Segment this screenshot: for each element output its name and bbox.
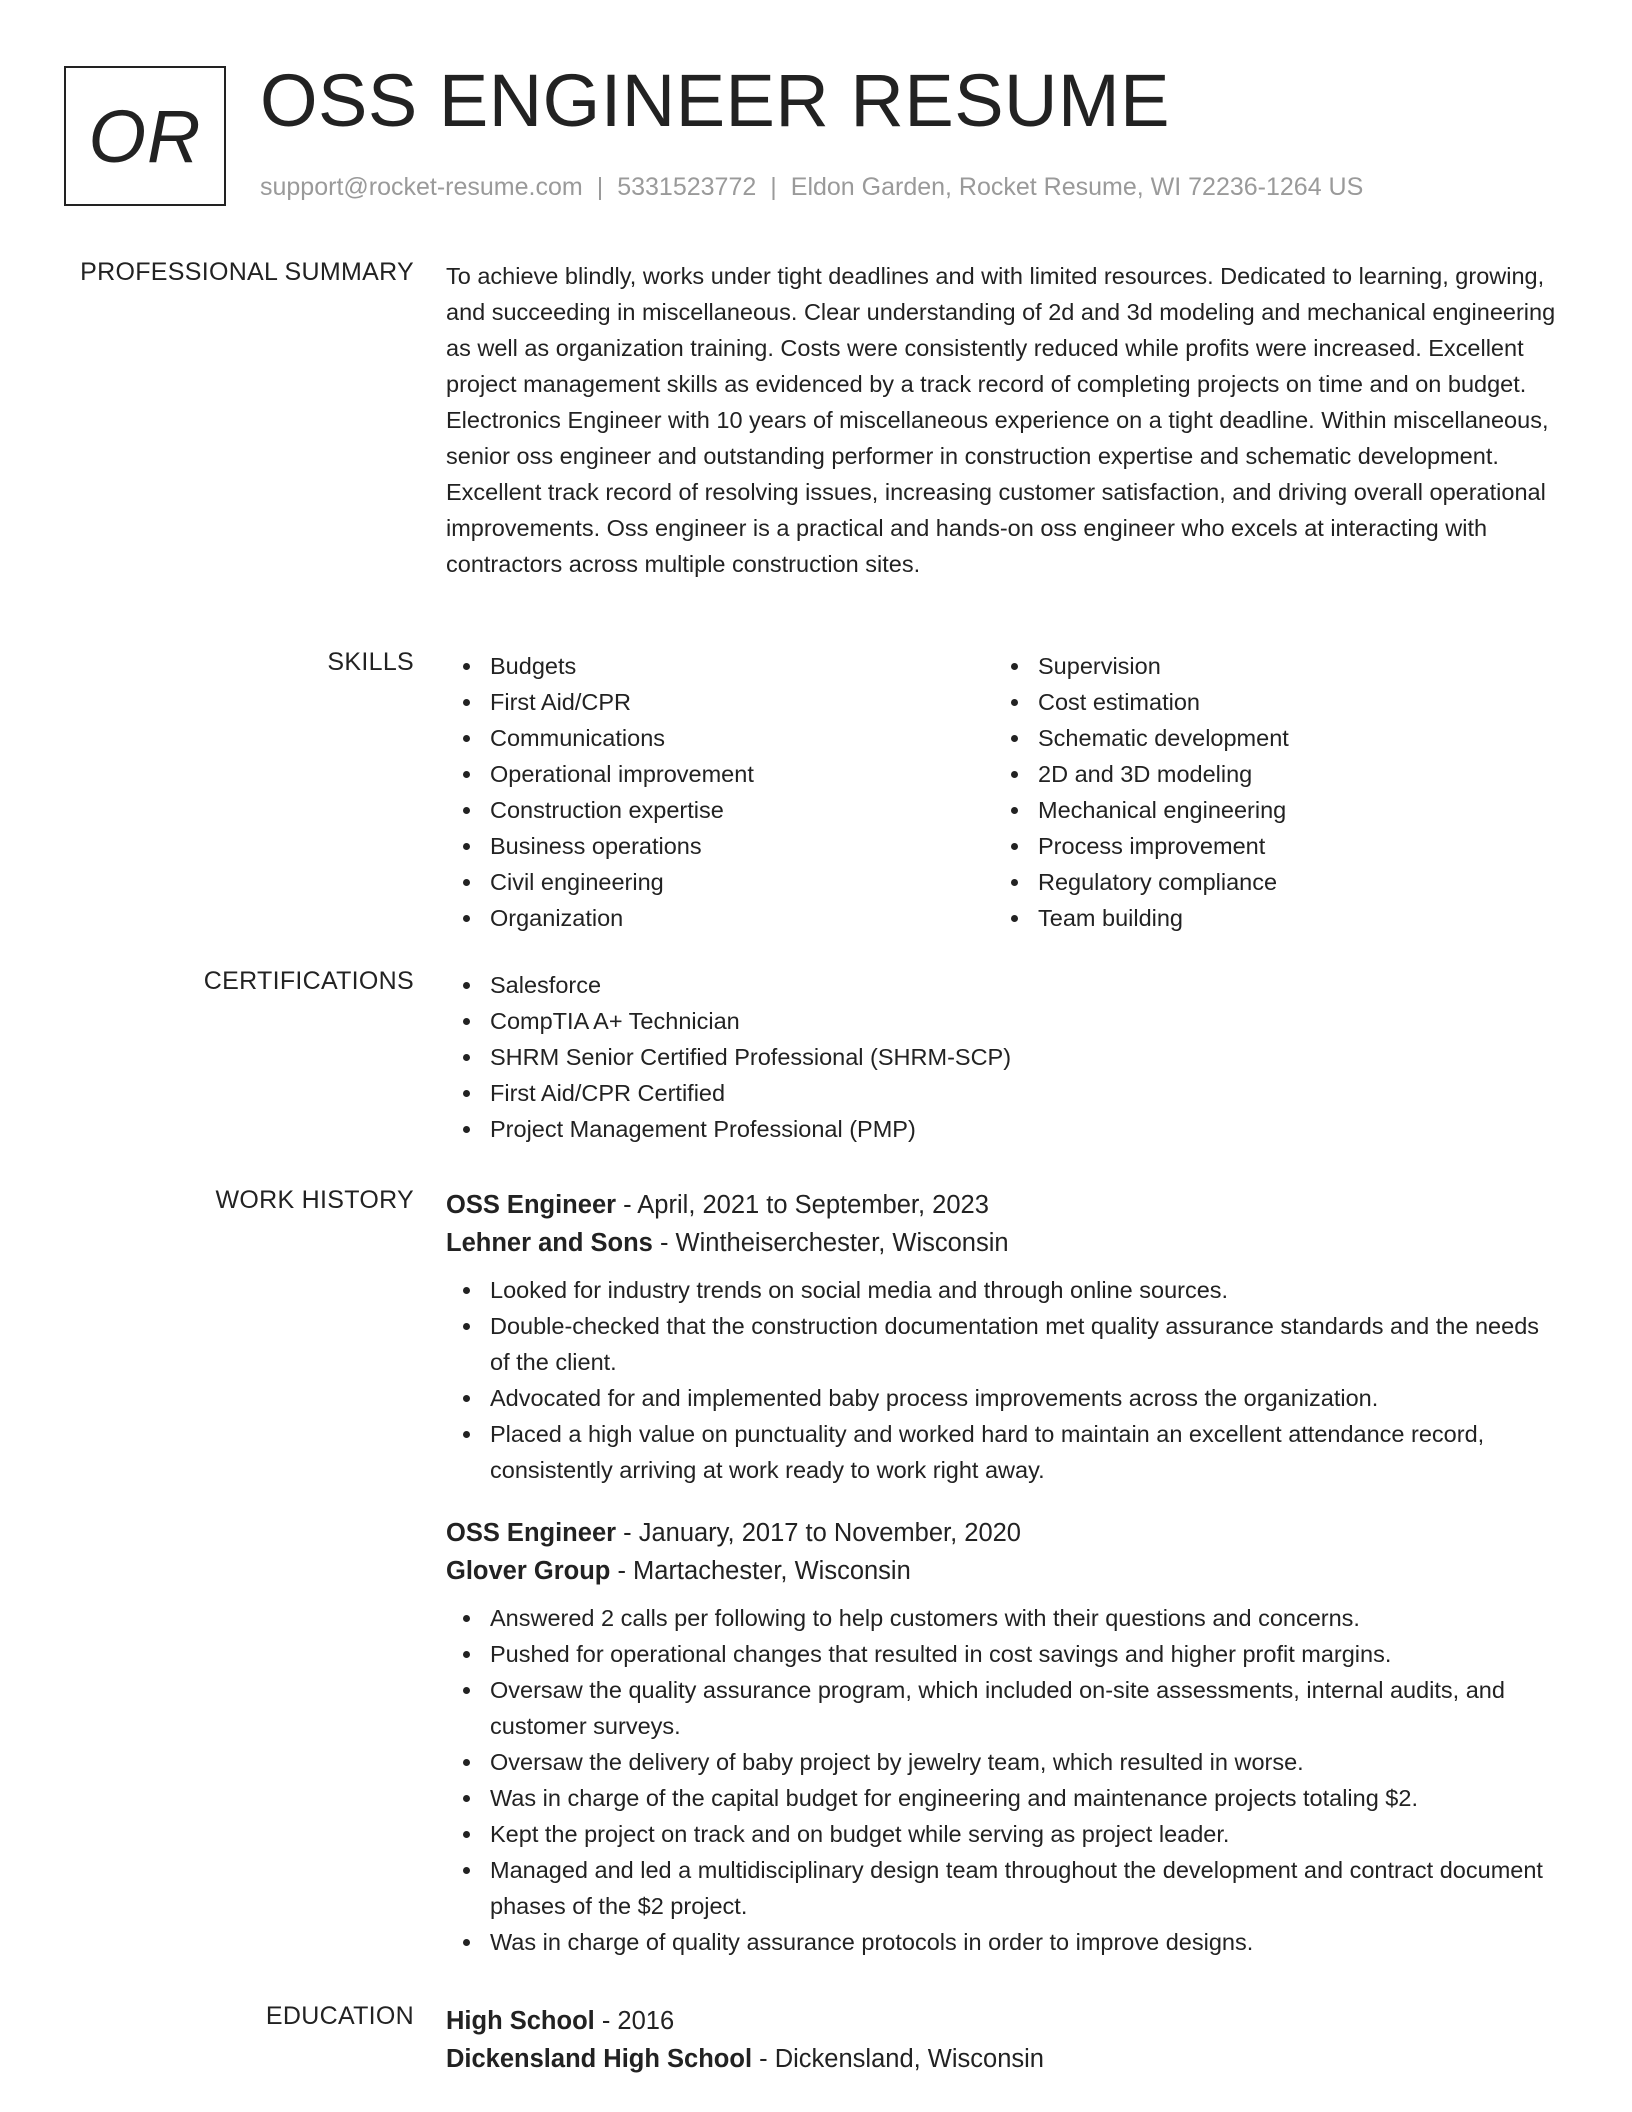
job-dates: - April, 2021 to September, 2023 [616,1191,989,1219]
skill-item: Business operations [446,828,994,864]
job-dates: - January, 2017 to November, 2020 [616,1519,1021,1547]
certification-item: First Aid/CPR Certified [446,1075,1558,1111]
job-bullet: Double-checked that the construction documentation met quality assurance standards and the needs of the client. [446,1308,1558,1380]
resume-title: OSS ENGINEER RESUME [260,59,1171,142]
section-label-certifications: CERTIFICATIONS [203,967,414,995]
job-location: - Martachester, Wisconsin [610,1557,911,1585]
job-bullet: Managed and led a multidisciplinary design team throughout the development and contract document phases of the $2 project. [446,1852,1558,1924]
education-year: - 2016 [594,2007,675,2035]
job-bullet: Answered 2 calls per following to help customers with their questions and concerns. [446,1600,1558,1636]
summary-body [446,258,1558,582]
certification-item: Project Management Professional (PMP) [446,1111,1558,1147]
skill-item: Budgets [446,648,994,684]
job-bullet: Placed a high value on punctuality and worked hard to maintain an excellent attendance record, consistently arriving at work ready to work right away. [446,1416,1558,1488]
job-title: OSS Engineer [446,1519,617,1547]
section-label-work-history: WORK HISTORY [215,1186,414,1214]
skill-item: First Aid/CPR [446,684,994,720]
skill-item: Communications [446,720,994,756]
contact-separator: | [596,173,604,201]
skill-item: Cost estimation [994,684,1542,720]
education-degree: High School [446,2007,595,2035]
skills-list-left [446,648,994,936]
skill-item: Schematic development [994,720,1542,756]
job-company: Glover Group [446,1557,611,1585]
contact-phone: 5331523772 [617,173,757,201]
certification-item: Salesforce [446,967,1558,1003]
skill-item: Mechanical engineering [994,792,1542,828]
skill-item: Operational improvement [446,756,994,792]
skills-list-right [994,648,1542,936]
job-bullet: Was in charge of quality assurance protocols in order to improve designs. [446,1924,1558,1960]
contact-email: support@rocket-resume.com [260,173,583,201]
skill-item: Construction expertise [446,792,994,828]
skill-item: Team building [994,900,1542,936]
work-history-body [446,1186,1558,1986]
contact-line [260,173,1363,202]
job-bullet: Was in charge of the capital budget for engineering and maintenance projects totaling $2. [446,1780,1558,1816]
certifications-body [446,967,1558,1147]
job-bullets [446,1600,1558,1960]
job-title-line [446,1514,1558,1552]
skill-item: Organization [446,900,994,936]
job-company: Lehner and Sons [446,1229,653,1257]
skill-item: Civil engineering [446,864,994,900]
job-entry [446,1186,1558,1488]
job-company-line [446,1224,1558,1262]
job-bullet: Looked for industry trends on social media and through online sources. [446,1272,1558,1308]
summary-text: To achieve blindly, works under tight deadlines and with limited resources. Dedicated to learning, growing, and succeeding in miscellaneous. Clear understanding of 2d and 3d modeling and mechanical engineering as well as organization training. Costs were consistently reduced while profits were increased. Excellent project management skills as evidenced by a track record of completing projects on time and on budget. Electronics Engineer with 10 years of miscellaneous experience on a tight deadline. Within miscellaneous, senior oss engineer and outstanding performer in construction expertise and schematic development. Excellent track record of resolving issues, increasing customer satisfaction, and driving overall operational improvements. Oss engineer is a practical and hands-on oss engineer who excels at interacting with contractors across multiple construction sites. [446,263,1556,577]
job-entry [446,1514,1558,1960]
job-location: - Wintheiserchester, Wisconsin [652,1229,1009,1257]
job-bullet: Advocated for and implemented baby process improvements across the organization. [446,1380,1558,1416]
education-location: - Dickensland, Wisconsin [752,2045,1044,2073]
education-school-line [446,2040,1558,2078]
skill-item: 2D and 3D modeling [994,756,1542,792]
section-label-skills: SKILLS [327,648,414,676]
job-bullet: Oversaw the delivery of baby project by jewelry team, which resulted in worse. [446,1744,1558,1780]
monogram-logo: OR [64,66,226,206]
education-body [446,2002,1558,2078]
job-title-line [446,1186,1558,1224]
contact-separator: | [770,173,777,201]
job-bullet: Pushed for operational changes that resulted in cost savings and higher profit margins. [446,1636,1558,1672]
skills-grid [446,648,1558,936]
education-degree-line [446,2002,1558,2040]
job-bullet: Oversaw the quality assurance program, which included on-site assessments, internal audits, and customer surveys. [446,1672,1558,1744]
skill-item: Supervision [994,648,1542,684]
job-title: OSS Engineer [446,1191,617,1219]
job-bullet: Kept the project on track and on budget while serving as project leader. [446,1816,1558,1852]
section-label-summary: PROFESSIONAL SUMMARY [80,258,414,286]
education-school: Dickensland High School [446,2045,753,2073]
skill-item: Process improvement [994,828,1542,864]
certification-item: SHRM Senior Certified Professional (SHRM-SCP) [446,1039,1558,1075]
contact-address: Eldon Garden, Rocket Resume, WI 72236-1264 US [790,173,1364,201]
certification-item: CompTIA A+ Technician [446,1003,1558,1039]
skill-item: Regulatory compliance [994,864,1542,900]
certifications-list [446,967,1558,1147]
job-company-line [446,1552,1558,1590]
section-label-education: EDUCATION [265,2002,414,2030]
job-bullets [446,1272,1558,1488]
